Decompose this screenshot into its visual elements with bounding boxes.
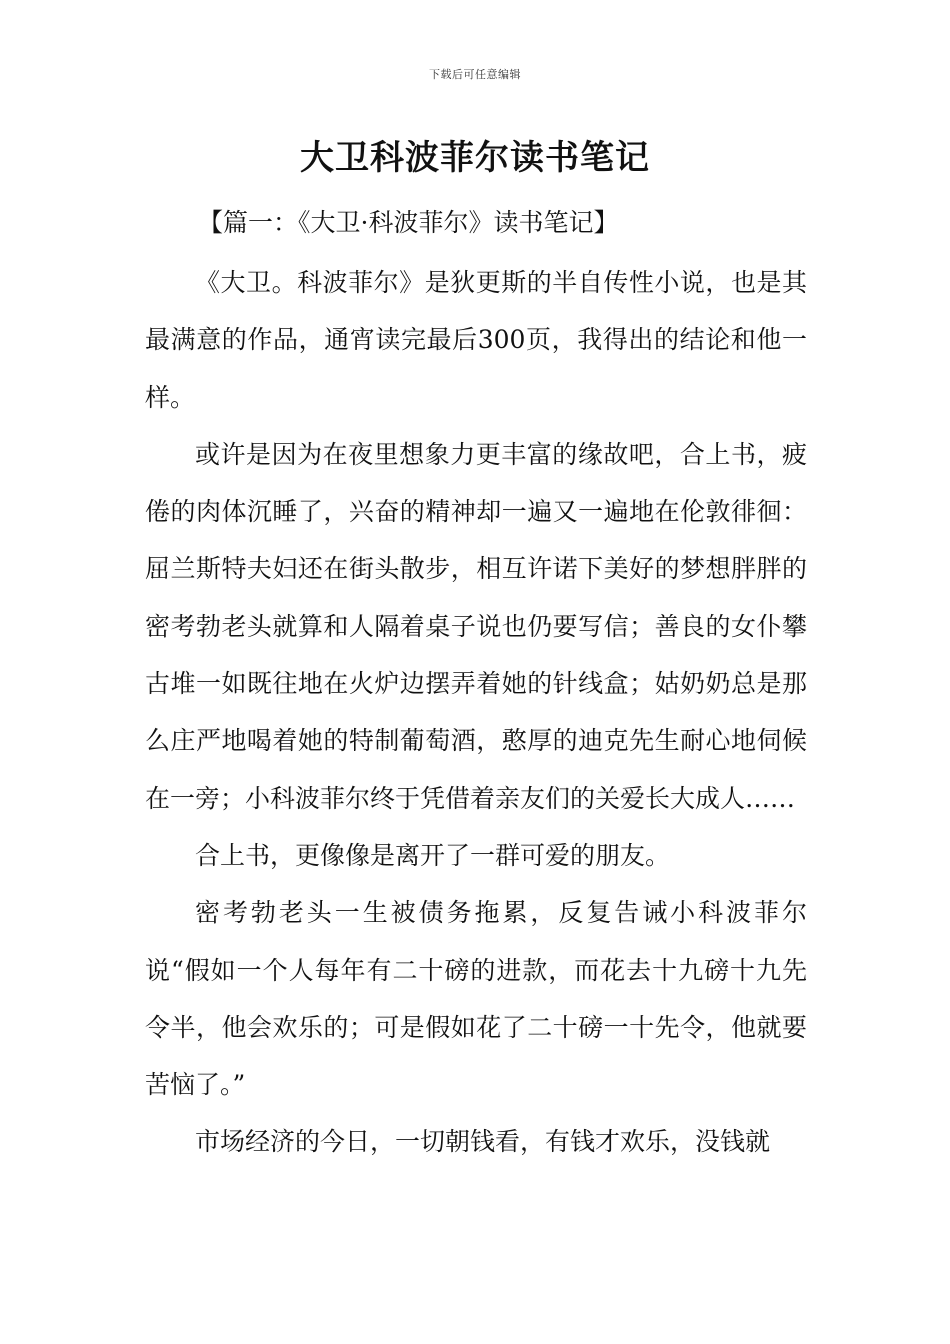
paragraph: 密考勃老头一生被债务拖累，反复告诫小科波菲尔说“假如一个人每年有二十磅的进款，而花去十九磅十九先令半，他会欢乐的；可是假如花了二十磅一十先令，他就要苦恼了。” <box>145 898 807 1100</box>
body-text <box>145 254 807 1171</box>
paragraph: 市场经济的今日，一切朝钱看，有钱才欢乐，没钱就 <box>195 1127 771 1157</box>
paragraph: 合上书，更像像是离开了一群可爱的朋友。 <box>195 840 671 870</box>
section-heading: 【篇一：《大卫·科波菲尔》读书笔记】 <box>198 208 619 237</box>
header-note: 下载后可任意编辑 <box>429 68 521 81</box>
paragraph: 或许是因为在夜里想象力更丰富的缘故吧，合上书，疲倦的肉体沉睡了，兴奋的精神却一遍又一遍地在伦敦徘徊：屈兰斯特夫妇还在街头散步，相互许诺下美好的梦想胖胖的密考勃老头就算和人隔着桌子说也仍要写信；善良的女仆攀古堆一如既往地在火炉边摆弄着她的针线盒；姑奶奶总是那么庄严地喝着她的特制葡萄酒，憨厚的迪克先生耐心地伺候在一旁；小科波菲尔终于凭借着亲友们的关爱长大成人…… <box>145 439 807 813</box>
paragraph: 《大卫。科波菲尔》是狄更斯的半自传性小说，也是其最满意的作品，通宵读完最后300页，我得出的结论和他一样。 <box>145 268 807 412</box>
document-title: 大卫科波菲尔读书笔记 <box>300 138 650 178</box>
